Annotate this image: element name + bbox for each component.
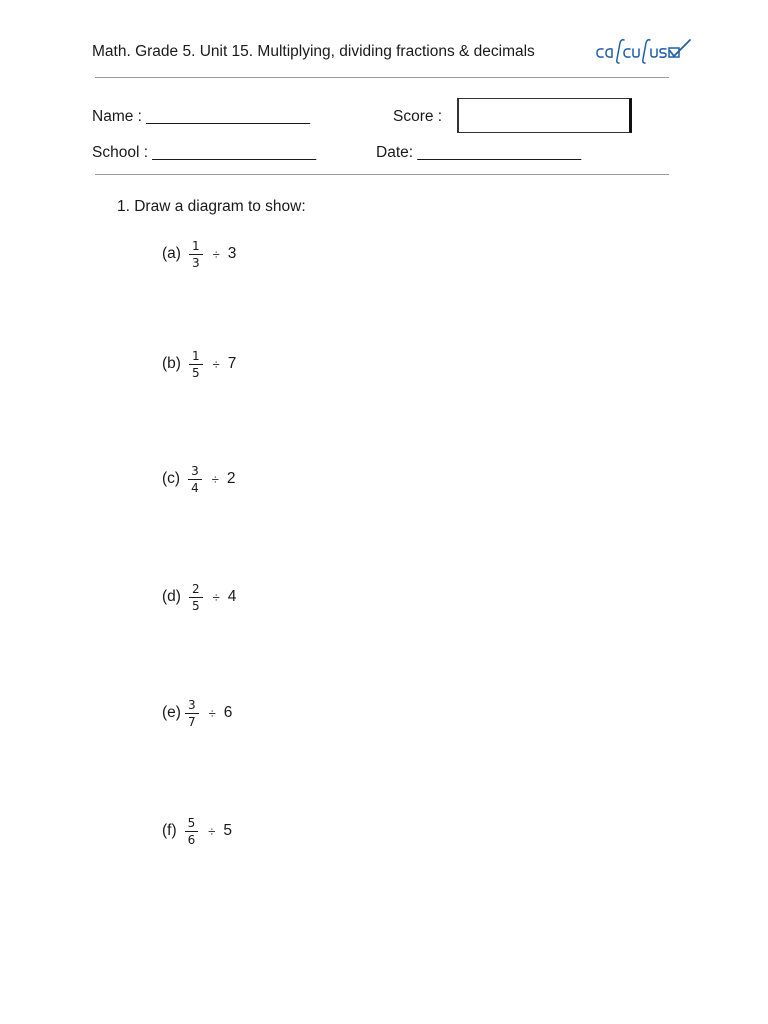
fraction xyxy=(188,464,202,495)
divisor: 2 xyxy=(226,470,236,487)
item-label: (e) xyxy=(162,704,181,721)
school-field[interactable]: School : ___________________ xyxy=(92,144,317,161)
divisor: 6 xyxy=(223,704,233,721)
question-title: 1. Draw a diagram to show: xyxy=(117,198,306,215)
list-item xyxy=(162,811,232,851)
division-sign: ÷ xyxy=(211,471,219,487)
item-label: (d) xyxy=(162,588,181,605)
list-item xyxy=(162,459,235,499)
list-item xyxy=(162,693,232,733)
fraction xyxy=(189,239,203,270)
denominator: 7 xyxy=(187,714,196,729)
numerator: 5 xyxy=(185,816,199,832)
denominator: 4 xyxy=(191,480,199,495)
divisor: 5 xyxy=(223,822,233,839)
fraction xyxy=(185,816,199,847)
list-item xyxy=(162,577,236,617)
denominator: 6 xyxy=(187,832,196,847)
divisor: 4 xyxy=(227,588,237,605)
item-label: (c) xyxy=(162,470,181,487)
numerator: 3 xyxy=(185,698,199,714)
division-sign: ÷ xyxy=(212,356,220,372)
date-field[interactable]: Date: ___________________ xyxy=(376,144,582,161)
calculus-logo xyxy=(594,36,694,68)
division-sign: ÷ xyxy=(208,705,216,721)
item-label: (f) xyxy=(162,822,177,839)
worksheet-title: Math. Grade 5. Unit 15. Multiplying, dividing fractions & decimals xyxy=(92,43,535,60)
fraction xyxy=(189,582,203,613)
divisor: 7 xyxy=(227,355,237,372)
list-item xyxy=(162,344,236,384)
form-divider xyxy=(95,174,669,175)
division-sign: ÷ xyxy=(212,246,220,262)
division-sign: ÷ xyxy=(208,823,216,839)
denominator: 5 xyxy=(191,598,200,613)
denominator: 3 xyxy=(191,255,200,270)
divisor: 3 xyxy=(227,245,237,262)
numerator: 1 xyxy=(189,239,203,255)
division-sign: ÷ xyxy=(212,589,220,605)
denominator: 5 xyxy=(191,365,200,380)
list-item xyxy=(162,234,236,274)
score-box[interactable] xyxy=(457,98,632,133)
fraction xyxy=(185,698,199,729)
header-divider xyxy=(95,77,669,78)
numerator: 3 xyxy=(188,464,202,480)
numerator: 2 xyxy=(189,582,203,598)
numerator: 1 xyxy=(189,349,203,365)
fraction xyxy=(189,349,203,380)
score-label: Score : xyxy=(393,108,443,125)
item-label: (b) xyxy=(162,355,181,372)
item-label: (a) xyxy=(162,245,181,262)
name-field[interactable]: Name : ___________________ xyxy=(92,108,311,125)
